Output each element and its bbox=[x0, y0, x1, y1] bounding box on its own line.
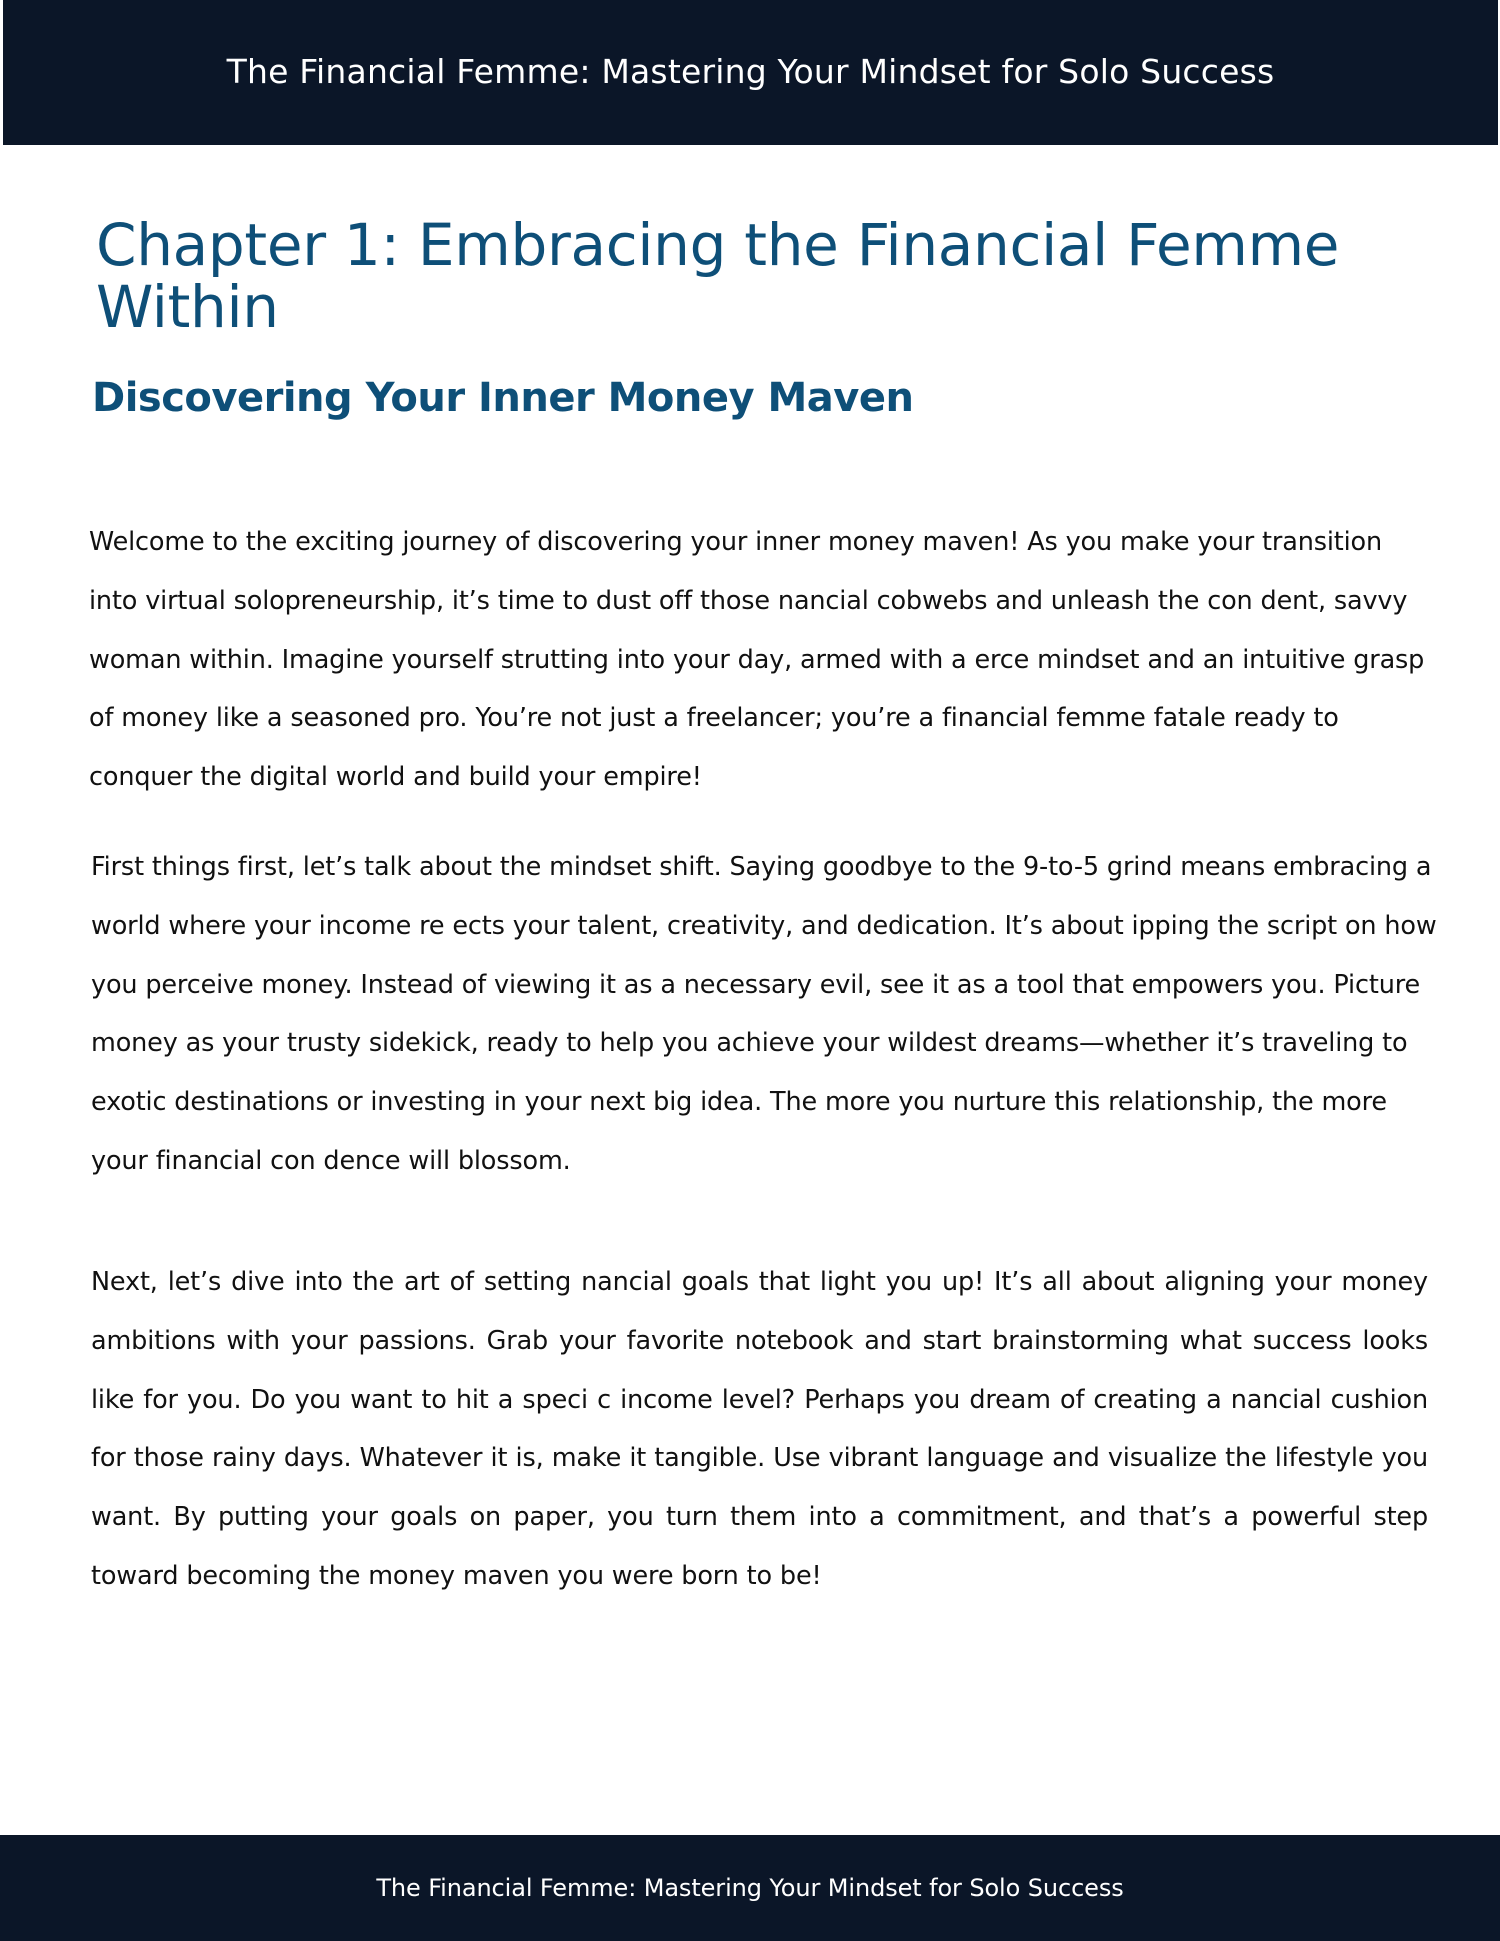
header-running-title: The Financial Femme: Mastering Your Mindset for Solo Success bbox=[226, 52, 1275, 91]
body-paragraph: Next, let’s dive into the art of setting nancial goals that light you up! It’s all about aligning your money ambitions with your passions. Grab your favorite notebook and start brainstorming what success looks like for you. Do you want to hit a speci c income level? Perhaps you dream of creating a nancial cushion for those rainy days. Whatever it is, make it tangible. Use vibrant language and visualize the lifestyle you want. By putting your goals on paper, you turn them into a commitment, and that’s a powerful step toward becoming the money maven you were born to be! bbox=[91, 1267, 1428, 1591]
section-title: Discovering Your Inner Money Maven bbox=[92, 375, 914, 421]
footer-running-title: The Financial Femme: Mastering Your Mindset for Solo Success bbox=[376, 1874, 1124, 1902]
body-paragraph: Welcome to the exciting journey of discovering your inner money maven! As you make your transition into virtual solopreneurship, it’s time to dust off those nancial cobwebs and unleash the con dent, savvy woman within. Imagine yourself strutting into your day, armed with a erce mindset and an intuitive grasp of money like a seasoned pro. You’re not just a freelancer; you’re a financial femme fatale ready to conquer the digital world and build your empire! bbox=[89, 527, 1425, 793]
body-paragraph: First things first, let’s talk about the mindset shift. Saying goodbye to the 9-to-5 grind means embracing a world where your income re ects your talent, creativity, and dedication. It’s about ipping the script on how you perceive money. Instead of viewing it as a necessary evil, see it as a tool that empowers you. Picture money as your trusty sidekick, ready to help you achieve your wildest dreams—whether it’s traveling to exotic destinations or investing in your next big idea. The more you nurture this relationship, the more your financial con dence will blossom. bbox=[91, 852, 1437, 1176]
chapter-title: Chapter 1: Embracing the Financial Femme Within bbox=[96, 211, 1340, 341]
page-header bbox=[3, 0, 1498, 145]
page-footer bbox=[0, 1835, 1500, 1941]
